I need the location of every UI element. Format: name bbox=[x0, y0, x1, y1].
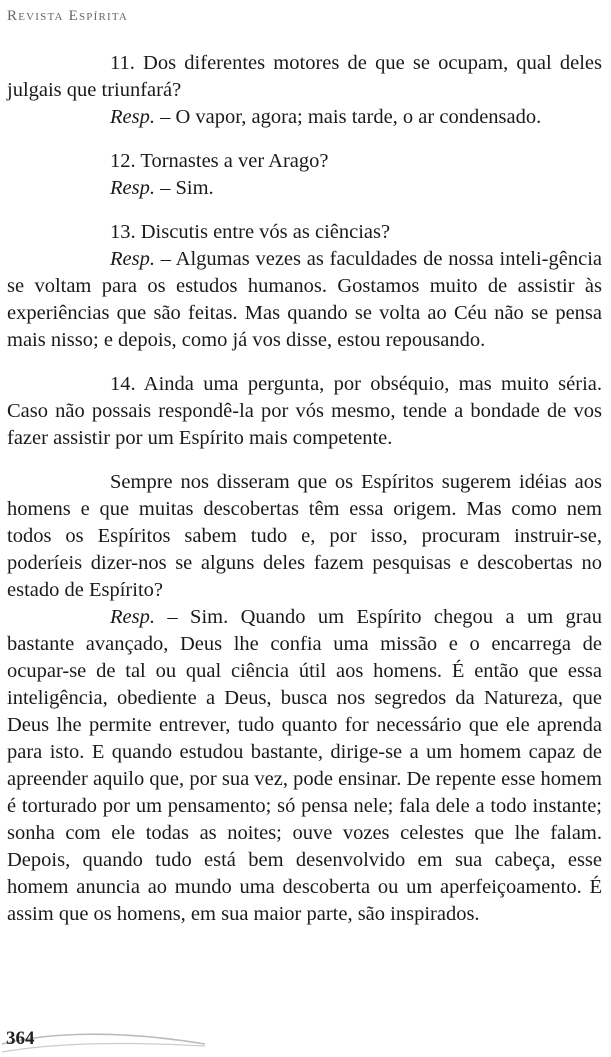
page-body bbox=[7, 50, 602, 928]
answer-14 bbox=[7, 604, 602, 928]
answer-12 bbox=[7, 175, 602, 202]
resp-label: Resp. bbox=[110, 177, 155, 199]
answer-text: – O vapor, agora; mais tarde, o ar condensado. bbox=[154, 106, 542, 128]
resp-label: Resp. bbox=[110, 106, 155, 128]
page-footer bbox=[0, 1022, 611, 1057]
question-11: 11. Dos diferentes motores de que se ocupam, qual deles julgais que triunfará? bbox=[7, 52, 602, 101]
resp-label: Resp. bbox=[110, 248, 155, 270]
question-13: 13. Discutis entre vós as ciências? bbox=[110, 221, 391, 243]
answer-13 bbox=[7, 246, 602, 354]
answer-text: – Sim. bbox=[154, 177, 214, 199]
question-14-continued: Sempre nos disseram que os Espíritos sugerem idéias aos homens e que muitas descobertas têm essa origem. Mas como nem todos os Espíritos sabem tudo e, por isso, procuram instruir-se, poderíeis dizer-nos se alguns deles fazem pesquisas e descobertas no estado de Espírito? bbox=[7, 471, 602, 601]
resp-label: Resp. bbox=[110, 606, 155, 628]
question-14: 14. Ainda uma pergunta, por obséquio, mas muito séria. Caso não possais respondê-la por vós mesmo, tende a bondade de vos fazer assistir por um Espírito mais competente. bbox=[7, 373, 602, 449]
answer-11 bbox=[7, 104, 602, 131]
answer-text: – Sim. Quando um Espírito chegou a um grau bastante avançado, Deus lhe confia uma missão e o encarrega de ocupar-se de tal ou qual ciência útil aos homens. É então que essa inteligência, obediente a Deus, busca nos segredos da Natureza, que Deus lhe permite entrever, tudo quanto for necessário que ele aprenda para isto. E quando estudou bastante, dirige-se a um homem capaz de apreender aquilo que, por sua vez, pode ensinar. De repente esse homem é torturado por um pensamento; só pensa nele; fala dele a todo instante; sonha com ele todas as noites; ouve vozes celestes que lhe falam. Depois, quando tudo está bem desenvolvido em sua cabeça, esse homem anuncia ao mundo uma descoberta ou um aperfeiçoamento. É assim que os homens, em sua maior parte, são inspirados. bbox=[7, 606, 602, 925]
answer-text: – Algumas vezes as faculdades de nossa inteli-gência se voltam para os estudos humanos. Gostamos muito de assistir às experiências que são feitas. Mas quando se volta ao Céu não se pensa mais nisso; e depois, como já vos disse, estou repousando. bbox=[7, 248, 602, 351]
page-number: 364 bbox=[6, 1028, 35, 1049]
question-12: 12. Tornastes a ver Arago? bbox=[110, 150, 329, 172]
running-header: Revista Espírita bbox=[7, 8, 129, 24]
